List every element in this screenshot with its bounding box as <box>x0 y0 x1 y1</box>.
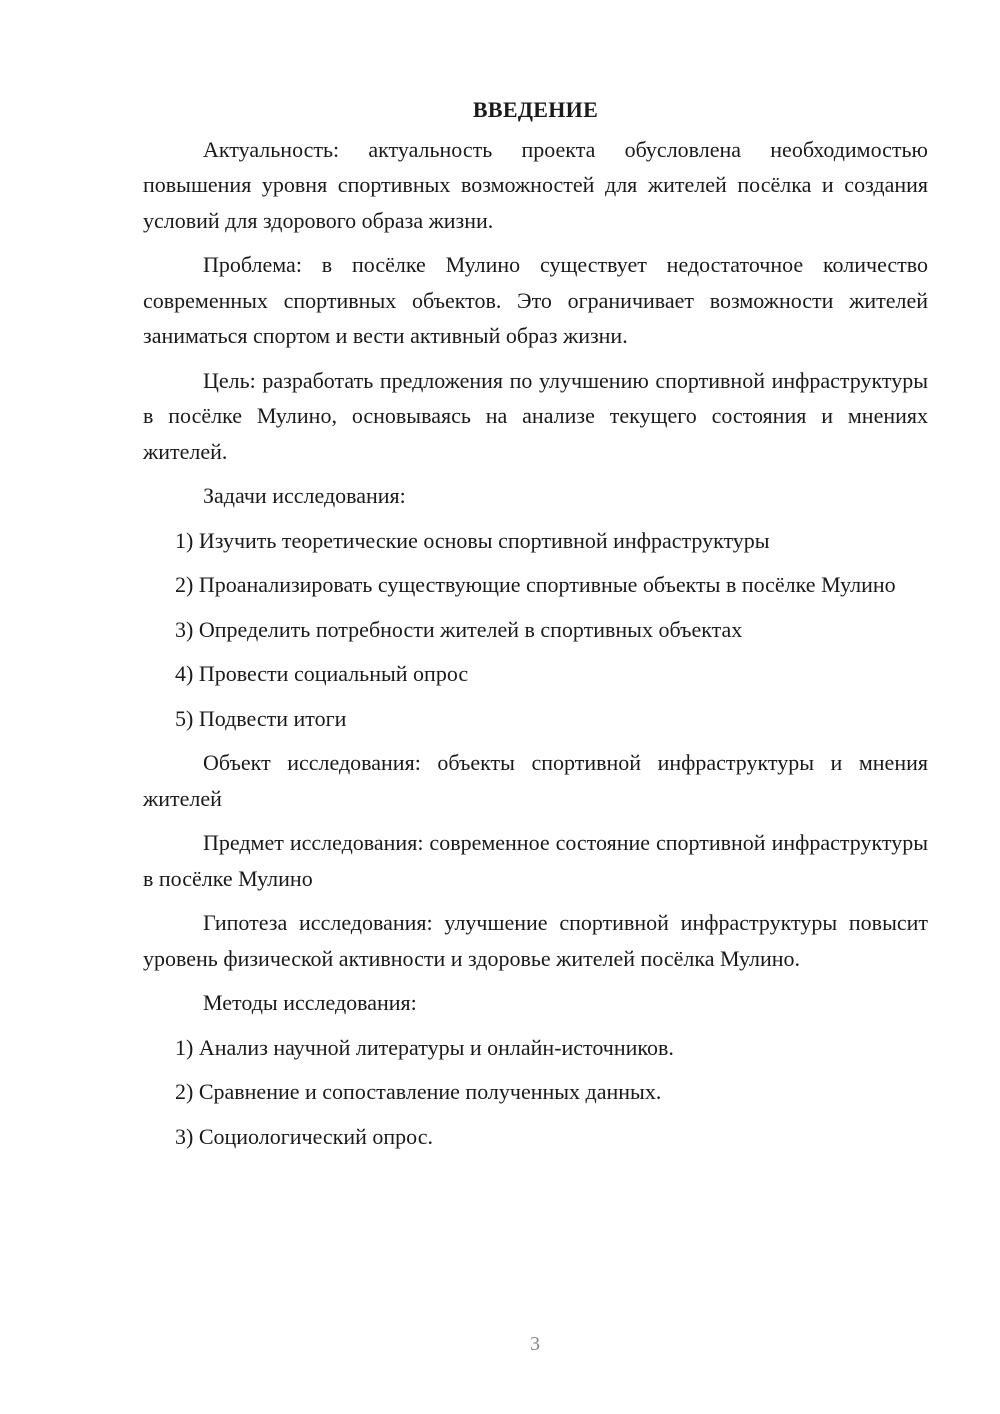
task-item: 3) Определить потребности жителей в спортивных объектах <box>175 616 743 642</box>
relevance-paragraph: Актуальность: актуальность проекта обусловлена необходимостью повышения уровня спортивных возможностей для жителей посёлка и создания условий для здорового образа жизни. <box>143 136 928 233</box>
section-title: ВВЕДЕНИЕ <box>472 97 599 122</box>
method-item: 3) Социологический опрос. <box>175 1123 433 1149</box>
methods-heading: Методы исследования: <box>203 990 417 1015</box>
object-paragraph: Объект исследования: объекты спортивной инфраструктуры и мнения жителей <box>143 750 928 811</box>
subject-paragraph: Предмет исследования: современное состояние спортивной инфраструктуры в посёлке Мулино <box>143 830 928 891</box>
method-item: 1) Анализ научной литературы и онлайн-источников. <box>175 1034 674 1060</box>
task-item: 2) Проанализировать существующие спортивные объекты в посёлке Мулино <box>175 572 896 597</box>
task-item: 5) Подвести итоги <box>175 705 347 731</box>
hypothesis-paragraph: Гипотеза исследования: улучшение спортивной инфраструктуры повысит уровень физической активности и здоровье жителей посёлка Мулино. <box>143 910 928 971</box>
task-item: 4) Провести социальный опрос <box>175 661 469 686</box>
problem-paragraph: Проблема: в посёлке Мулино существует недостаточное количество современных спортивных объектов. Это ограничивает возможности жителей заниматься спортом и вести активный образ жизни. <box>143 252 928 348</box>
document-page <box>143 92 928 1163</box>
tasks-heading: Задачи исследования: <box>203 483 406 508</box>
page-number: 3 <box>530 1333 540 1355</box>
task-item: 1) Изучить теоретические основы спортивной инфраструктуры <box>175 527 770 553</box>
goal-paragraph: Цель: разработать предложения по улучшению спортивной инфраструктуры в посёлке Мулино, основываясь на анализе текущего состояния и мнениях жителей. <box>143 367 928 464</box>
method-item: 2) Сравнение и сопоставление полученных данных. <box>175 1079 662 1104</box>
